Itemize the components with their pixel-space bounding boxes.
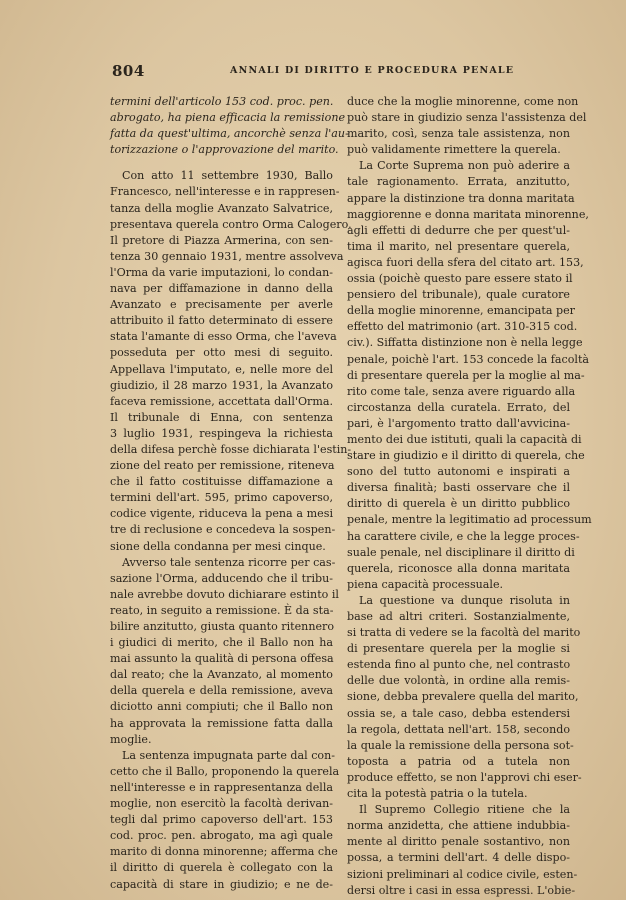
text-line: toposta a patria od a tutela non xyxy=(347,754,570,768)
text-line: La Corte Suprema non può aderire a xyxy=(359,159,570,173)
text-line: pari, è l'argomento tratto dall'avvicina- xyxy=(347,416,570,430)
text-line: attribuito il fatto determinato di essere xyxy=(110,314,333,328)
text-line: che il fatto costituisse diffamazione a xyxy=(110,475,333,489)
text-line: l'Orma da varie imputazioni, lo condan- xyxy=(110,265,333,279)
text-line: diciotto anni compiuti; che il Ballo non xyxy=(110,700,333,714)
text-line: Con atto 11 settembre 1930, Ballo xyxy=(122,169,333,183)
text-line: sione, debba prevalere quella del marito, xyxy=(347,690,579,704)
text-line: codice vigente, riduceva la pena a mesi xyxy=(110,507,333,521)
text-line: può stare in giudizio senza l'assistenza del xyxy=(347,111,587,125)
text-line: sione della condanna per mesi cinque. xyxy=(110,539,326,553)
text-line: zione del reato per remissione, riteneva xyxy=(110,459,335,473)
summary-line: termini dell'articolo 153 cod. proc. pen. xyxy=(110,95,334,108)
text-line: la regola, dettata nell'art. 158, secondo xyxy=(347,722,570,736)
left-body-text xyxy=(110,168,352,892)
text-line: cetto che il Ballo, proponendo la querela xyxy=(110,764,340,778)
text-line: nava per diffamazione in danno della xyxy=(110,282,333,296)
summary-line: torizzazione o l'approvazione del marito. xyxy=(110,143,339,157)
text-line: presentava querela contro Orma Calogero. xyxy=(110,217,352,231)
text-line: civ.). Siffatta distinzione non è nella legge xyxy=(347,336,583,350)
text-line: sazione l'Orma, adducendo che il tribu- xyxy=(110,571,333,585)
text-line: diritto di querela è un diritto pubblico xyxy=(347,497,570,511)
text-line: Avverso tale sentenza ricorre per cas- xyxy=(122,555,336,569)
text-line: mai assunto la qualità di persona offesa xyxy=(110,652,334,666)
text-line: sono del tutto autonomi e inspirati a xyxy=(347,465,570,479)
text-line: Il Supremo Collegio ritiene che la xyxy=(359,803,570,817)
text-line: il diritto di querela è collegato con la xyxy=(110,861,333,875)
text-line: posseduta per otto mesi di seguito. xyxy=(110,346,333,360)
text-line: Avanzato e precisamente per averle xyxy=(110,298,333,312)
text-line: suale penale, nel disciplinare il diritto di xyxy=(347,545,575,559)
text-line: norma anzidetta, che attiene indubbia- xyxy=(347,819,570,833)
text-line: circostanza della curatela. Errato, del xyxy=(347,400,570,414)
text-line: ha approvata la remissione fatta dalla xyxy=(110,716,333,730)
text-line: nale avrebbe dovuto dichiarare estinto il xyxy=(110,587,339,601)
text-line: tre di reclusione e concedeva la sospen- xyxy=(110,523,336,537)
text-line: tima il marito, nel presentare querela, xyxy=(347,239,570,253)
text-line: base ad altri criteri. Sostanzialmente, xyxy=(347,610,570,623)
text-line: tanza della moglie Avanzato Salvatrice, xyxy=(110,201,333,215)
text-line: La questione va dunque risoluta in xyxy=(359,593,570,607)
text-line: delle due volontà, in ordine alla remis- xyxy=(347,674,570,688)
text-line: diversa finalità; basti osservare che il xyxy=(347,481,570,495)
text-line: tenza 30 gennaio 1931, mentre assolveva xyxy=(110,249,344,263)
text-line: si tratta di vedere se la facoltà del marito xyxy=(347,626,581,640)
left-column xyxy=(110,94,352,893)
page-header xyxy=(112,62,572,82)
text-line: maggiorenne e donna maritata minorenne, xyxy=(347,207,589,221)
text-line: stata l'amante di esso Orma, che l'aveva xyxy=(110,330,337,344)
text-line: effetto del matrimonio (art. 310-315 cod. xyxy=(347,320,578,334)
text-line: la quale la remissione della persona sot- xyxy=(347,738,574,752)
text-line: della moglie minorenne, emancipata per xyxy=(347,304,575,318)
text-line: agli effetti di dedurre che per quest'ul- xyxy=(347,223,570,237)
text-line: Francesco, nell'interesse e in rappresen- xyxy=(110,185,340,199)
text-line: Appellava l'imputato, e, nelle more del xyxy=(110,362,333,376)
text-line: di presentare querela per la moglie al ma- xyxy=(347,368,585,382)
text-line: i giudici di merito, che il Ballo non ha xyxy=(110,636,333,650)
text-line: moglie, non esercitò la facoltà derivan- xyxy=(110,797,333,811)
text-line: querela, riconosce alla donna maritata xyxy=(347,561,570,575)
text-line: cod. proc. pen. abrogato, ma agì quale xyxy=(110,829,333,843)
text-line: dal reato; che la Avanzato, al momento xyxy=(110,668,333,682)
text-line: ossia (poichè questo pare essere stato il xyxy=(347,272,573,286)
text-line: tegli dal primo capoverso dell'art. 153 xyxy=(110,813,333,827)
text-line: agisca fuori della sfera del citato art. 153, xyxy=(347,255,584,269)
text-line: cita la potestà patria o la tutela. xyxy=(347,787,528,801)
summary-line: abrogato, ha piena efficacia la remissione xyxy=(110,111,346,125)
text-line: piena capacità processuale. xyxy=(347,577,504,591)
text-line: bilire anzitutto, giusta quanto ritennero xyxy=(110,620,335,633)
text-line: produce effetto, se non l'approvi chi eser- xyxy=(347,770,582,784)
text-line: possa, a termini dell'art. 4 delle dispo- xyxy=(347,851,570,865)
text-line: rito come tale, senza avere riguardo alla xyxy=(347,384,576,398)
text-line: duce che la moglie minorenne, come non xyxy=(347,95,579,108)
text-line: può validamente rimettere la querela. xyxy=(347,143,561,157)
text-line: nell'interesse e in rappresentanza della xyxy=(110,780,333,794)
text-line: mente al diritto penale sostantivo, non xyxy=(347,835,570,849)
text-line: pensiero del tribunale), quale curatore xyxy=(347,288,570,302)
running-head: ANNALI DI DIRITTO E PROCEDURA PENALE xyxy=(230,65,515,76)
text-line: della querela e della remissione, aveva xyxy=(110,684,333,698)
text-line: Il tribunale di Enna, con sentenza xyxy=(110,410,333,424)
text-line: tale ragionamento. Errata, anzitutto, xyxy=(347,175,570,189)
text-line: faceva remissione, accettata dall'Orma. xyxy=(110,394,333,408)
text-line: dersi oltre i casi in essa espressi. L'obie- xyxy=(347,883,576,897)
text-line: ossia se, a tale caso, debba estendersi xyxy=(347,706,570,720)
text-line: mento dei due istituti, quali la capacità di xyxy=(347,432,582,446)
text-line: reato, in seguito a remissione. È da sta- xyxy=(110,603,334,617)
text-line: estenda fino al punto che, nel contrasto xyxy=(347,658,571,672)
text-line: termini dell'art. 595, primo capoverso, xyxy=(110,491,333,505)
summary-line: fatta da quest'ultima, ancorchè senza l'au- xyxy=(110,127,349,141)
page-number: 804 xyxy=(112,62,145,80)
text-line: giudizio, il 28 marzo 1931, la Avanzato xyxy=(110,378,333,392)
text-line: appare la distinzione tra donna maritata xyxy=(347,191,575,205)
text-line: stare in giudizio e il diritto di querela, che xyxy=(347,449,585,463)
text-line: La sentenza impugnata parte dal con- xyxy=(122,748,335,762)
text-line: penale, mentre la legitimatio ad processum xyxy=(347,513,592,527)
text-line: capacità di stare in giudizio; e ne de- xyxy=(110,877,333,891)
text-line: della difesa perchè fosse dichiarata l'estin- xyxy=(110,442,352,456)
right-column xyxy=(347,94,592,899)
text-line: marito di donna minorenne; afferma che xyxy=(110,845,338,859)
text-line: sizioni preliminari al codice civile, esten- xyxy=(347,867,578,881)
text-line: moglie. xyxy=(110,732,152,746)
text-line: Il pretore di Piazza Armerina, con sen- xyxy=(110,233,333,247)
case-summary xyxy=(110,94,349,158)
text-line: ha carattere civile, e che la legge proces- xyxy=(347,529,580,543)
text-line: 3 luglio 1931, respingeva la richiesta xyxy=(110,426,333,440)
text-line: penale, poichè l'art. 153 concede la facoltà xyxy=(347,352,590,366)
text-line: marito, così, senza tale assistenza, non xyxy=(347,127,570,141)
text-line: di presentare querela per la moglie si xyxy=(347,642,570,656)
right-body-text xyxy=(347,94,592,899)
